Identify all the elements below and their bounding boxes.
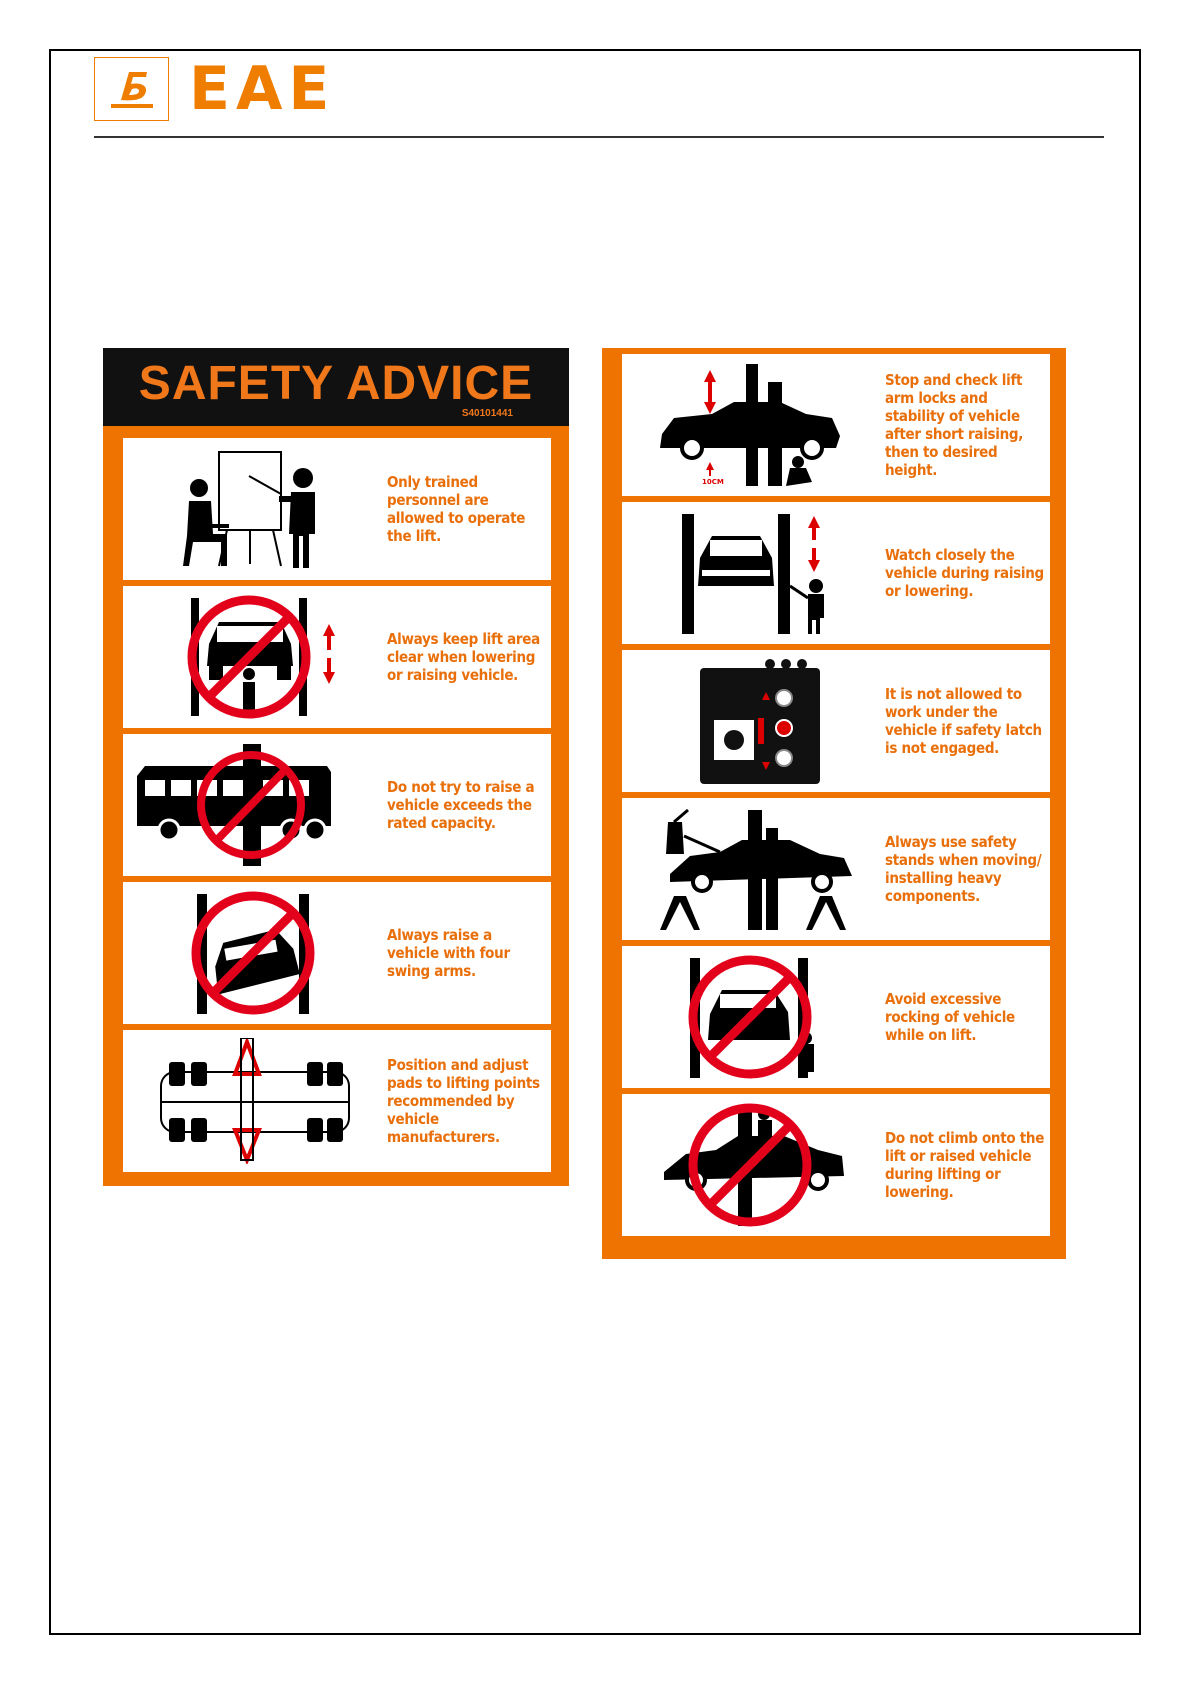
check-arm-locks-icon <box>630 362 878 488</box>
no-rocking-icon <box>630 954 878 1080</box>
poster-title: SAFETY ADVICE <box>138 357 534 410</box>
safety-latch-icon <box>630 658 878 784</box>
safety-text: Always use safety stands when moving/ installing heavy components. <box>885 833 1042 905</box>
height-marker: 10CM <box>702 478 724 486</box>
chassis-lift-points-icon <box>131 1038 379 1164</box>
safety-item <box>123 734 551 876</box>
safety-text: Watch closely the vehicle during raising or lowering. <box>885 546 1044 600</box>
poster-code: S40101441 <box>461 408 513 419</box>
training-icon <box>131 446 379 572</box>
safety-item <box>622 650 1050 792</box>
safety-item <box>123 1030 551 1172</box>
safety-text: Do not try to raise a vehicle exceeds the rated capacity. <box>387 778 535 832</box>
safety-item <box>622 354 1050 496</box>
safety-stands-icon <box>630 806 878 932</box>
safety-text: It is not allowed to work under the vehicle if safety latch is not engaged. <box>885 685 1042 757</box>
brand-name: EAE <box>189 54 336 124</box>
safety-item <box>123 586 551 728</box>
eae-logo-icon <box>94 57 169 121</box>
brand-logo <box>94 56 335 122</box>
bus-overload-icon <box>131 742 379 868</box>
safety-item <box>622 946 1050 1088</box>
safety-item <box>622 798 1050 940</box>
safety-text: Always raise a vehicle with four swing arms. <box>387 926 510 980</box>
safety-text: Stop and check lift arm locks and stability of vehicle after short raising, then to desired height. <box>885 371 1024 479</box>
safety-poster-right <box>602 348 1066 1259</box>
poster-header <box>103 348 569 426</box>
safety-text: Position and adjust pads to lifting points recommended by vehicle manufacturers. <box>387 1056 540 1146</box>
safety-text: Avoid excessive rocking of vehicle while on lift. <box>885 990 1015 1044</box>
safety-item <box>622 1094 1050 1236</box>
header-divider <box>94 136 1104 138</box>
safety-text: Only trained personnel are allowed to operate the lift. <box>387 473 526 545</box>
safety-text: Do not climb onto the lift or raised vehicle during lifting or lowering. <box>885 1129 1045 1201</box>
watch-vehicle-icon <box>630 510 878 636</box>
four-swing-arms-icon <box>131 890 379 1016</box>
safety-poster-left <box>103 348 569 1186</box>
safety-item <box>123 882 551 1024</box>
safety-text: Always keep lift area clear when lowering or raising vehicle. <box>387 630 540 684</box>
safety-item <box>622 502 1050 644</box>
no-climbing-icon <box>630 1102 878 1228</box>
lift-area-clear-icon <box>131 594 379 720</box>
safety-item <box>123 438 551 580</box>
